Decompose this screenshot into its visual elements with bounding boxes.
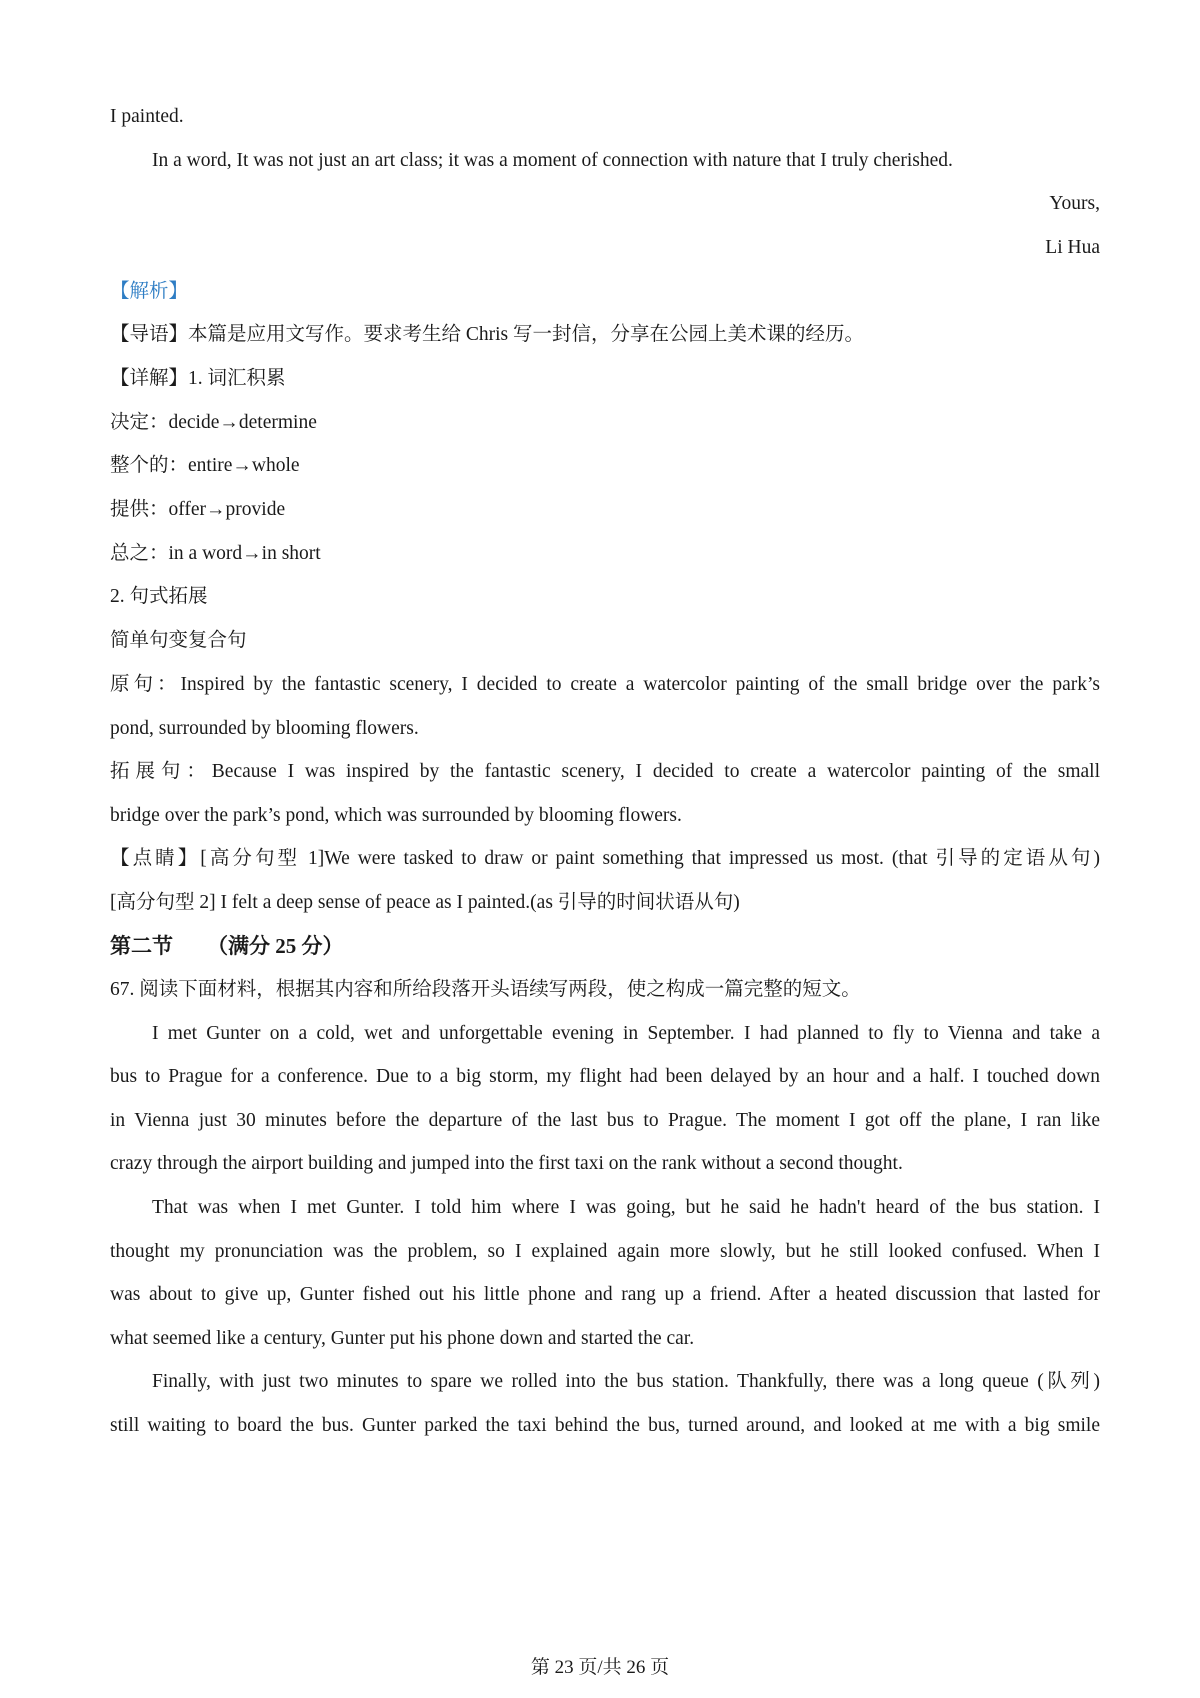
section-title: 第二节 [110,934,173,958]
expanded-sentence-line: 拓展句：Because I was inspired by the fantastic scenery, I decided to create a watercolor painting of the small [110,761,1100,782]
vocab-item: 提供：offer→provide [110,499,286,520]
section-score: （满分 25 分） [207,934,344,958]
letter-conclusion: In a word, It was not just an art class; it was a moment of connection with nature that I truly cherished. [152,150,953,171]
letter-line: I painted. [110,106,184,127]
section2-subtitle: 简单句变复合句 [110,630,247,651]
passage-line: what seemed like a century, Gunter put his phone down and started the car. [110,1328,695,1349]
passage-line: That was when I met Gunter. I told him where I was going, but he said he hadn't heard of the bus station. I [152,1197,1100,1218]
vocab-item: 总之：in a word→in short [110,543,321,564]
vocab-item: 决定：decide→determine [110,412,317,433]
original-sentence-line: 原句：Inspired by the fantastic scenery, I decided to create a watercolor painting of the small bridge over the park’s [110,674,1100,695]
vocab-item: 整个的：entire→whole [110,455,300,476]
passage-line: I met Gunter on a cold, wet and unforgettable evening in September. I had planned to fly to Vienna and take a [152,1023,1100,1044]
passage-line: crazy through the airport building and jumped into the first taxi on the rank without a second thought. [110,1153,903,1174]
passage-line: still waiting to board the bus. Gunter parked the taxi behind the bus, turned around, and looked at me with a big smile [110,1415,1100,1436]
passage-line: thought my pronunciation was the problem, so I explained again more slowly, but he still looked confused. When I [110,1241,1100,1262]
passage-line: bus to Prague for a conference. Due to a big storm, my flight had been delayed by an hour and a half. I touched down [110,1066,1100,1087]
original-sentence-line: pond, surrounded by blooming flowers. [110,718,419,739]
section2-title: 2. 句式拓展 [110,586,208,607]
highlight-line: [高分句型 2] I felt a deep sense of peace as I painted.(as 引导的时间状语从句) [110,892,740,913]
analysis-detail-title: 【详解】1. 词汇积累 [110,368,286,389]
question-instruction: 67. 阅读下面材料，根据其内容和所给段落开头语续写两段，使之构成一篇完整的短文。 [110,979,861,1000]
letter-signature: Li Hua [1045,237,1100,258]
letter-closing: Yours, [1049,193,1100,214]
passage-line: Finally, with just two minutes to spare we rolled into the bus station. Thankfully, there was a long queue (队列) [152,1371,1100,1392]
analysis-intro: 【导语】本篇是应用文写作。要求考生给 Chris 写一封信，分享在公园上美术课的经历。 [110,324,865,345]
analysis-label: 【解析】 [110,281,189,302]
highlight-line: 【点睛】[高分句型 1]We were tasked to draw or paint something that impressed us most. (that 引导的定语从句) [110,848,1100,869]
page-number: 第 23 页/共 26 页 [530,1657,670,1678]
passage-line: in Vienna just 30 minutes before the departure of the last bus to Prague. The moment I got off the plane, I ran like [110,1110,1100,1131]
expanded-sentence-line: bridge over the park’s pond, which was surrounded by blooming flowers. [110,805,682,826]
passage-line: was about to give up, Gunter fished out his little phone and rang up a friend. After a heated discussion that lasted for [110,1284,1100,1305]
section-heading [110,933,1100,959]
